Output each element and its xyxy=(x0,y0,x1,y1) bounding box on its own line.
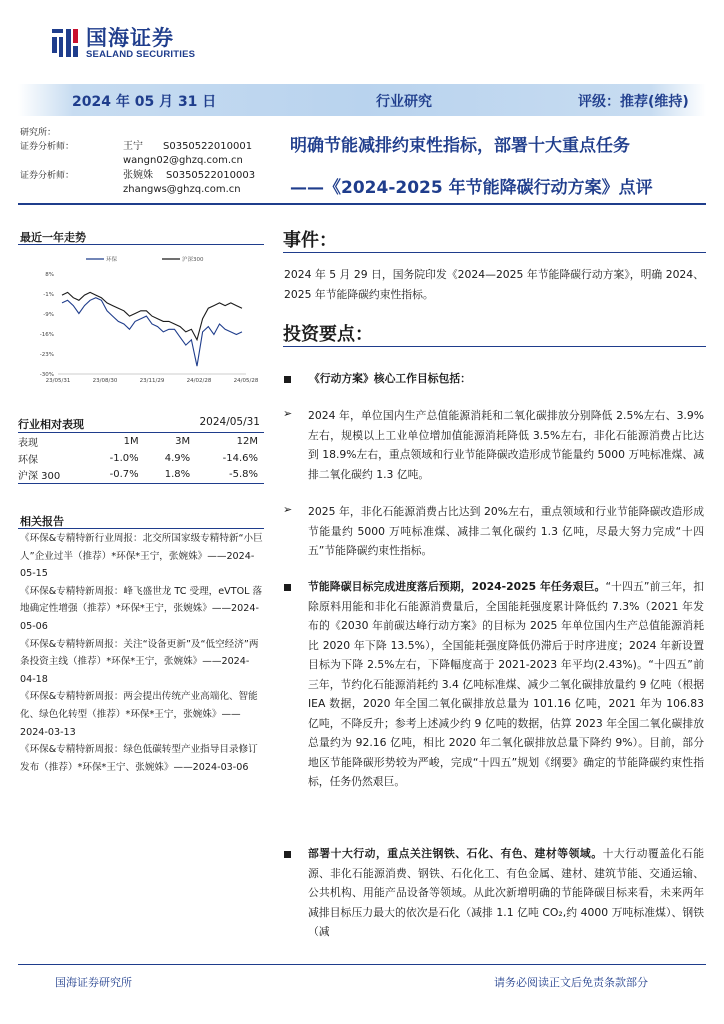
header-band xyxy=(18,84,706,116)
x-tick-label: 23/11/29 xyxy=(139,378,165,384)
trend-rule xyxy=(18,244,264,245)
analyst-id-1: S0350522010001 xyxy=(163,141,253,152)
report-subtitle: ——《2024-2025 年节能降碳行动方案》点评 xyxy=(290,178,653,198)
point-3-bold: 部署十大行动，重点关注钢铁、石化、有色、建材等领域。 xyxy=(308,847,603,860)
arrow-bullet-icon: ➢ xyxy=(283,503,293,516)
event-rule xyxy=(283,252,706,253)
y-tick-label: -9% xyxy=(43,312,54,318)
report-title: 明确节能减排约束性指标，部署十大重点任务 xyxy=(290,136,630,156)
logo-mark-icon xyxy=(50,26,80,60)
table-cell: -5.8% xyxy=(196,467,264,484)
event-heading: 事件： xyxy=(283,230,337,251)
table-cell: 1.8% xyxy=(145,467,196,484)
reports-rule xyxy=(18,528,264,529)
analyst-name-1: 王宁 xyxy=(123,141,143,152)
footer-rule xyxy=(18,964,706,965)
point-2-bold: 节能降碳目标完成进度落后预期，2024-2025 年任务艰巨。 xyxy=(308,580,606,593)
legend-label-b: 沪深300 xyxy=(182,257,204,263)
col-header: 3M xyxy=(145,433,196,450)
footer-left: 国海证券研究所 xyxy=(55,976,132,989)
table-row xyxy=(18,467,264,484)
y-tick-label: -1% xyxy=(43,292,54,298)
bullet-square-icon xyxy=(284,851,291,858)
trend-chart xyxy=(20,248,264,390)
points-rule xyxy=(283,346,706,347)
x-tick-label: 23/05/31 xyxy=(45,378,71,384)
point-1b-text: 2025 年，非化石能源消费占比达到 20%左右，重点领域和行业节能降碳改造形成节能量约 5000 万吨标准煤、减排二氧化碳约 1.3 亿吨，尽最大努力完成“十四五”节能降碳约束性指标。 xyxy=(308,505,704,557)
point-1a-text: 2024 年，单位国内生产总值能源消耗和二氧化碳排放分别降低 2.5%左右、3.9%左右，规模以上工业单位增加值能源消耗降低 3.5%左右，非化石能源消费占比达到 18.9%左右，重点领域和行业节能降碳改造形成节能量约 5000 万吨标准煤、减排二氧化碳约 1.3 亿吨。 xyxy=(308,409,704,481)
table-row xyxy=(18,450,264,467)
report-link[interactable]: 《环保&专精特新行业周报：北交所国家级专精特新“小巨人”企业过半（推荐）*环保*王宁，张婉姝》——2024-05-15 xyxy=(20,533,263,580)
table-cell: -14.6% xyxy=(222,452,258,464)
point-1-title: 《行动方案》核心工作目标包括： xyxy=(309,372,471,385)
performance-table xyxy=(18,416,264,484)
report-link[interactable]: 《环保&专精特新周报：绿色低碳转型产业指导目录修订发布（推荐）*环保*王宁、张婉姝》——2024-03-06 xyxy=(20,744,258,773)
logo-english: SEALAND SECURITIES xyxy=(86,48,196,60)
col-header: 表现 xyxy=(18,433,87,450)
related-reports xyxy=(20,530,264,776)
report-link[interactable]: 《环保&专精特新周报：峰飞盛世龙 TC 受理，eVTOL 落地确定性增强（推荐）*环保*王宁，张婉姝》——2024-05-06 xyxy=(20,585,263,632)
performance-title: 行业相对表现 xyxy=(18,418,84,431)
event-text: 2024 年 5 月 29 日，国务院印发《2024—2025 年节能降碳行动方案》，明确 2024、2025 年节能降碳约束性指标。 xyxy=(284,268,704,301)
table-cell: 4.9% xyxy=(164,452,191,464)
analyst-label-2: 证券分析师： xyxy=(20,171,75,181)
y-tick-label: 8% xyxy=(45,272,54,278)
logo-chinese: 国海证券 xyxy=(86,25,174,50)
bullet-square-icon xyxy=(284,584,291,591)
point-3-text: 十大行动覆盖化石能源、非化石能源消费、钢铁、石化化工、有色金属、建材、建筑节能、交通运输、公共机构、用能产品设备等领域。从此次新增明确的节能降碳目标来看，未来两年减排目标压力最大的依次是石化（减排 1.1 亿吨 CO₂,约 4000 万吨标准煤）、钢铁（减 xyxy=(308,847,705,938)
y-tick-label: -30% xyxy=(39,372,54,378)
point-3 xyxy=(308,844,704,942)
performance-date: 2024/05/31 xyxy=(199,416,260,428)
table-header-row xyxy=(18,433,264,450)
analyst-label-1: 证券分析师： xyxy=(20,142,75,152)
x-tick-label: 23/08/30 xyxy=(92,378,118,384)
trend-title: 最近一年走势 xyxy=(20,231,86,244)
legend-label-a: 环保 xyxy=(106,257,118,263)
analyst-name-2: 张婉姝 xyxy=(123,170,153,181)
y-tick-label: -16% xyxy=(39,332,54,338)
table-cell: 沪深 300 xyxy=(18,467,87,484)
table-cell: 环保 xyxy=(18,454,38,466)
rating: 评级：推荐(维持) xyxy=(578,94,689,110)
research-label: 研究所： xyxy=(20,128,57,138)
points-heading: 投资要点： xyxy=(283,324,373,345)
analyst-id-2: S0350522010003 xyxy=(166,170,256,181)
report-link[interactable]: 《环保&专精特新周报：两会提出传统产业高端化、智能化、绿色化转型（推荐）*环保*王宁，张婉姝》——2024-03-13 xyxy=(20,691,258,738)
arrow-bullet-icon: ➢ xyxy=(283,407,293,420)
col-header: 1M xyxy=(87,433,144,450)
analyst-email-2[interactable]: zhangws@ghzq.com.cn xyxy=(123,184,241,195)
table-cell: -1.0% xyxy=(109,452,139,464)
footer-right: 请务必阅读正文后免责条款部分 xyxy=(494,976,648,989)
y-tick-label: -23% xyxy=(39,352,54,358)
series-line-huanbao xyxy=(62,298,242,366)
report-link[interactable]: 《环保&专精特新周报：关注“设备更新”及“低空经济”两条投资主线（推荐）*环保*王宁，张婉姝》——2024-04-18 xyxy=(20,638,259,685)
report-type: 行业研究 xyxy=(376,94,432,110)
company-logo xyxy=(50,22,195,64)
report-date: 2024 年 05 月 31 日 xyxy=(72,94,217,110)
header-divider xyxy=(18,203,706,205)
point-2 xyxy=(308,577,704,792)
bullet-square-icon xyxy=(284,376,291,383)
table-cell: -0.7% xyxy=(87,467,144,484)
point-2-text: “十四五”前三年，扣除原料用能和非化石能源消费量后，全国能耗强度累计降低约 7.3%（2021 年发布的《2030 年前碳达峰行动方案》的目标为 2025 年单位国内生产总值能源消耗比 2020 年下降 13.5%），全国能耗强度降低仍滞后于时序进度；2024 年新设置目标为下降 2.5%左右，下降幅度高于 2021-2023 年平均(2.43%)。“十四五”前三年，节约化石能源消耗约 3.4 亿吨标准煤、减少二氧化碳排放量约 9 亿吨（根据 IEA 数据，2020 年全国二氧化碳排放总量为 101.16 亿吨，2021 年为 106.83 亿吨，不降反升；参考上述减少约 9 亿吨的数据，估算 2023 年全国二氧化碳排放总量约为 92.16 亿吨，相比 2020 年二氧化碳排放总量下降约 9%）。目前，部分地区节能降碳形势较为严峻，完成“十四五”规划《纲要》确定的节能降碳约束性指标，任务仍然艰巨。 xyxy=(308,580,705,788)
x-tick-label: 24/02/28 xyxy=(186,378,212,384)
x-tick-label: 24/05/28 xyxy=(233,378,259,384)
reports-title: 相关报告 xyxy=(20,515,64,528)
analyst-email-1[interactable]: wangn02@ghzq.com.cn xyxy=(123,155,243,166)
col-header: 12M xyxy=(196,433,264,450)
